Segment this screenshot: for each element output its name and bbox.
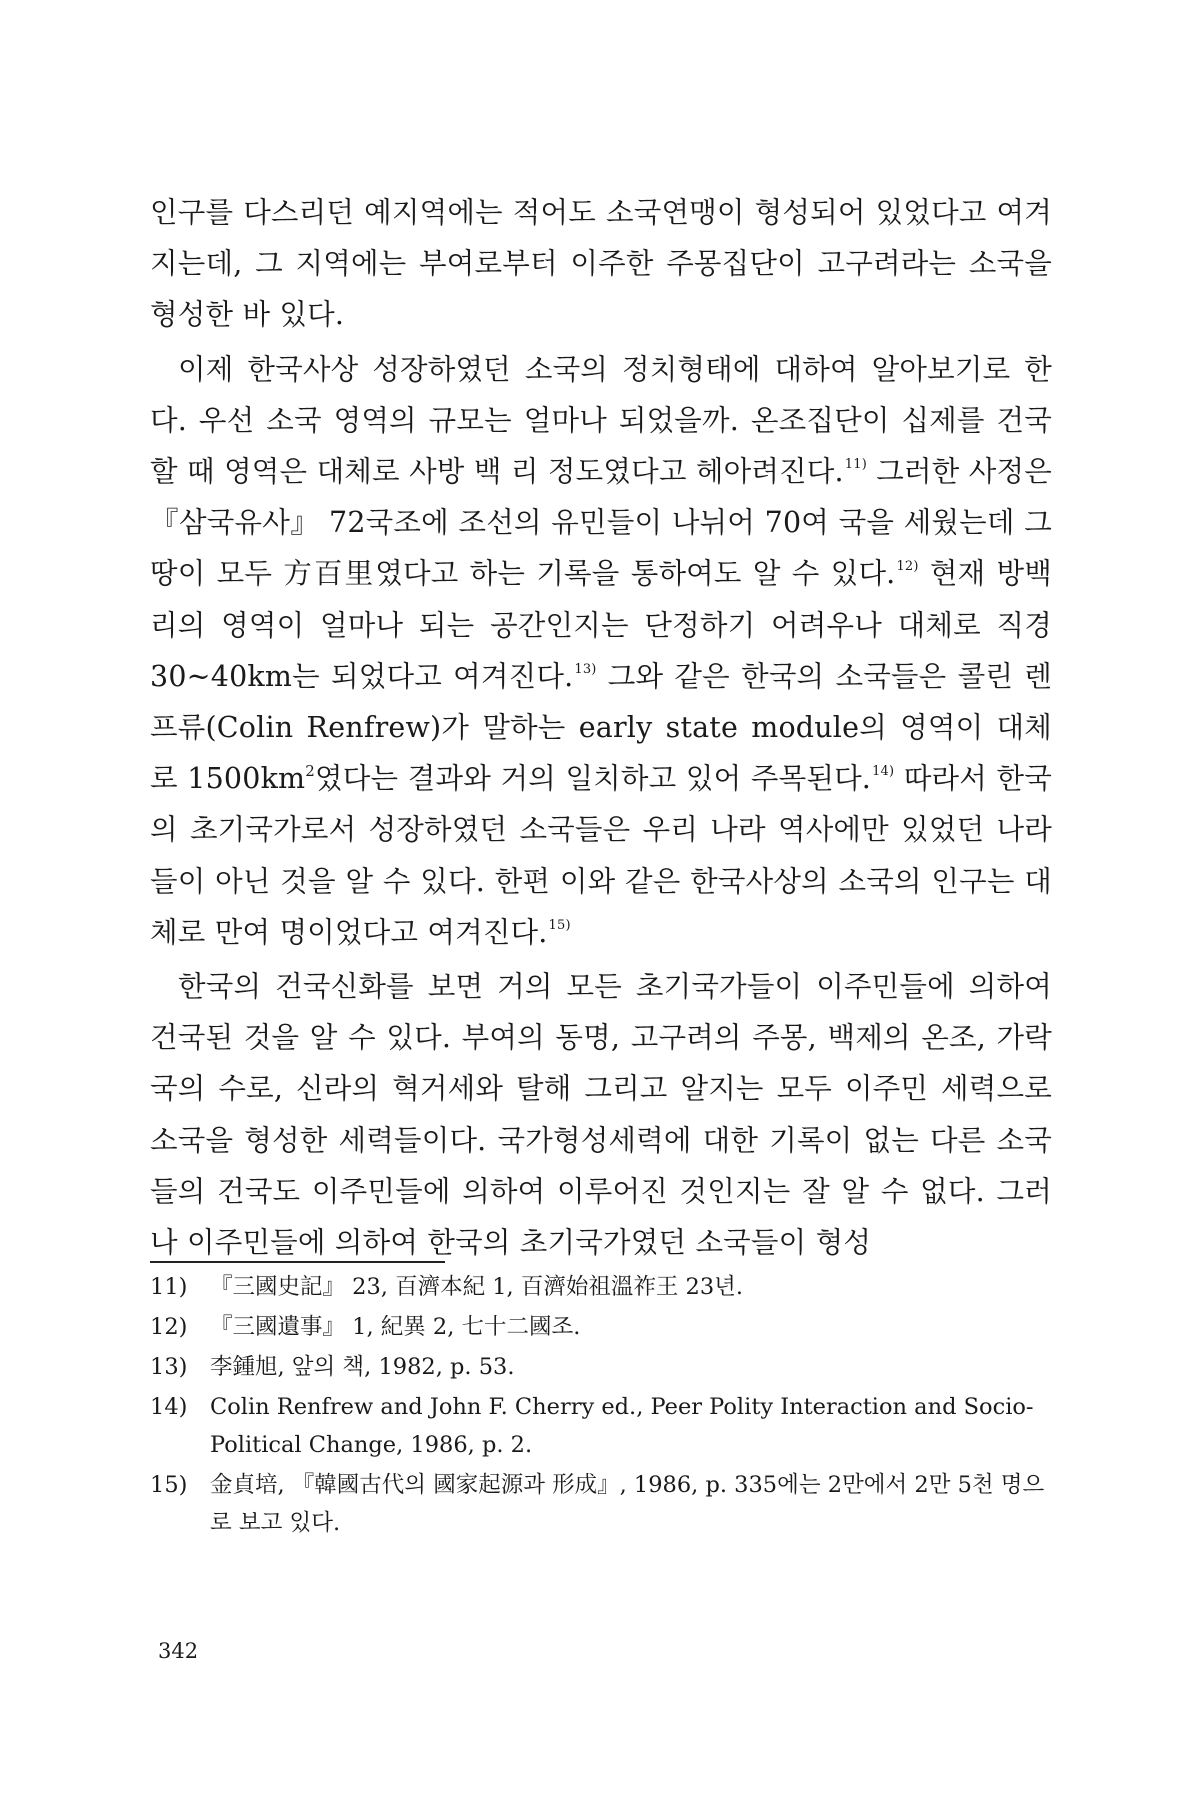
footnote-ref: 11) [844, 457, 867, 473]
body-text [150, 187, 1052, 1268]
footnote [150, 1466, 1052, 1542]
paragraph-text: 따라서 한국의 초기국가로서 성장하였던 소국들은 우리 나라 역사에만 있었던 나라들이 아닌 것을 알 수 있다. 한편 이와 같은 한국사상의 소국의 인구는 대체로 만여 명이었다고 여겨진다. [150, 762, 1052, 949]
footnote [150, 1348, 1052, 1386]
paragraph-text: 한국의 건국신화를 보면 거의 모든 초기국가들이 이주민들에 의하여 건국된 것을 알 수 있다. 부여의 동명, 고구려의 주몽, 백제의 온조, 가락국의 수로, 신라의 혁거세와 탈해 그리고 알지는 모두 이주민 세력으로 소국을 형성한 세력들이다. 국가형성세력에 대한 기록이 없는 다른 소국들의 건국도 이주민들에 의하여 이루어진 것인지는 잘 알 수 없다. 그러나 이주민들에 의하여 한국의 초기국가였던 소국들이 형성 [150, 970, 1052, 1260]
footnote [150, 1308, 1052, 1346]
paragraph-text: 이제 한국사상 성장하였던 소국의 정치형태에 대하여 알아보기로 한다. 우선 소국 영역의 규모는 얼마나 되었을까. 온조집단이 십제를 건국할 때 영역은 대체로 사방 백 리 정도였다고 헤아려진다. [150, 352, 1052, 489]
footnote-text: 李鍾旭, 앞의 책, 1982, p. 53. [210, 1354, 515, 1380]
footnote-divider [150, 1261, 445, 1263]
paragraph [150, 961, 1052, 1268]
footnote-text: Colin Renfrew and John F. Cherry ed., Peer Polity Interaction and Socio-Political Change, 1986, p. 2. [210, 1394, 1034, 1458]
footnote-number: 14) [150, 1394, 188, 1420]
paragraph [150, 344, 1052, 958]
paragraph-text: 현재 방백리의 영역이 얼마나 되는 공간인지는 단정하기 어려우나 대체로 직경 30~40km는 되었다고 여겨진다. [150, 557, 1052, 693]
paragraph-text: 그와 같은 한국의 소국들은 콜린 렌프류(Colin Renfrew)가 말하는 early state module의 영역이 대체로 1500km [150, 659, 1052, 796]
footnote-ref: 13) [574, 661, 597, 677]
paragraph [150, 187, 1052, 341]
paragraph-text: 인구를 다스리던 예지역에는 적어도 소국연맹이 형성되어 있었다고 여겨지는데, 그 지역에는 부여로부터 이주한 주몽집단이 고구려라는 소국을 형성한 바 있다. [150, 196, 1052, 332]
footnote-ref: 14) [872, 764, 895, 780]
footnote-number: 11) [150, 1274, 188, 1300]
footnote-text: 金貞培, 『韓國古代의 國家起源과 形成』, 1986, p. 335에는 2만에서 2만 5천 명으로 보고 있다. [210, 1472, 1045, 1536]
footnote-ref: 15) [548, 917, 571, 933]
page-number: 342 [158, 1639, 199, 1663]
footnote-text: 『三國遺事』 1, 紀異 2, 七十二國조. [210, 1314, 581, 1340]
paragraph-text: 그러한 사정은 『삼국유사』 72국조에 조선의 유민들이 나뉘어 70여 국을 세웠는데 그 땅이 모두 方百里였다고 하는 기록을 통하여도 알 수 있다. [150, 455, 1052, 591]
footnote-text: 『三國史記』 23, 百濟本紀 1, 百濟始祖溫祚王 23년. [210, 1274, 744, 1300]
footnote-ref: 12) [896, 559, 919, 575]
paragraph-text: 였다는 결과와 거의 일치하고 있어 주목된다. [315, 762, 872, 796]
superscript-exponent: 2 [305, 762, 316, 781]
footnote [150, 1388, 1052, 1464]
footnotes [150, 1268, 1052, 1544]
footnote-number: 12) [150, 1314, 188, 1340]
footnote-number: 13) [150, 1354, 188, 1380]
footnote-number: 15) [150, 1472, 188, 1498]
footnote [150, 1268, 1052, 1306]
